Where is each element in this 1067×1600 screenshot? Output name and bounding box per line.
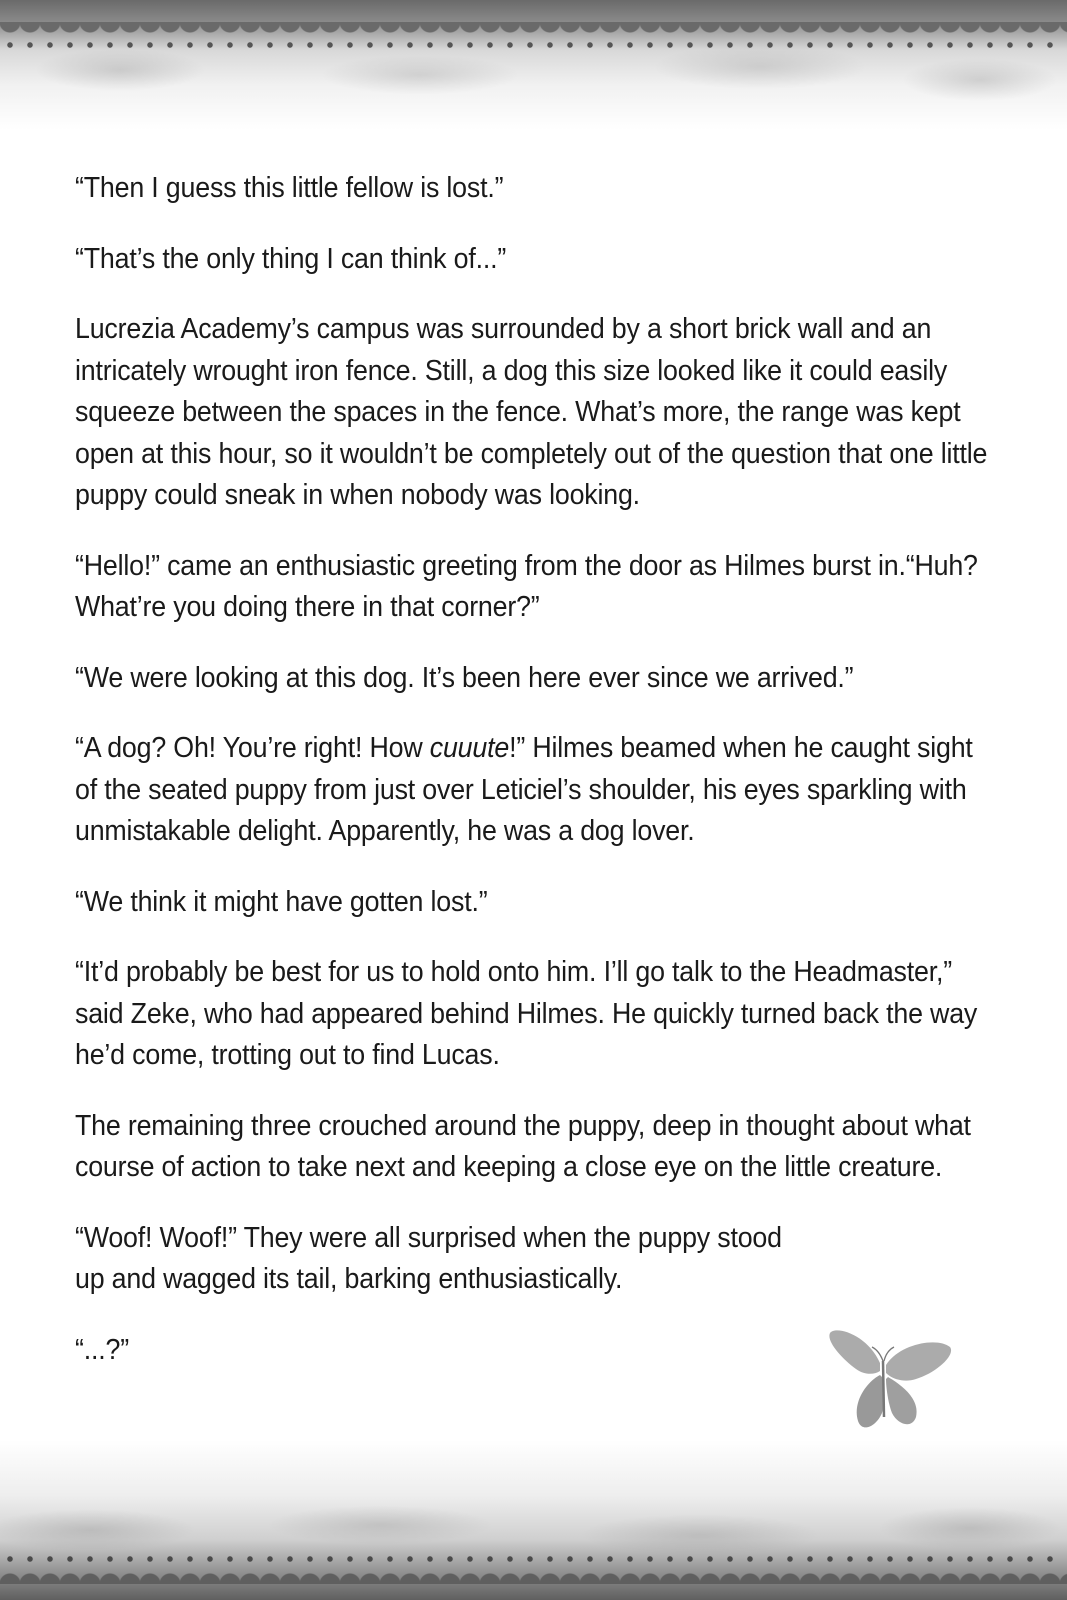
- paragraph: “It’d probably be best for us to hold onto him. I’ll go talk to the Headmaster,” said Zeke, who had appeared behind Hilmes. He quickly turned back the way he’d come, trotting out to find Lucas.: [75, 956, 978, 1071]
- paragraph-part: “A dog? Oh! You’re right! How: [75, 732, 430, 764]
- body-text: [75, 168, 988, 1400]
- paragraph: The remaining three crouched around the puppy, deep in thought about what course of action to take next and keeping a close eye on the little creature.: [75, 1109, 971, 1183]
- paragraph: “We were looking at this dog. It’s been here ever since we arrived.”: [75, 661, 854, 694]
- bottom-scallop-trim: [0, 1558, 1067, 1584]
- top-decorative-border: [0, 0, 1067, 130]
- paragraph: “Woof! Woof!” They were all surprised when the puppy stood up and wagged its tail, barking enthusiastically.: [75, 1221, 782, 1295]
- emphasis-text: cuuute: [429, 732, 510, 764]
- paragraph: “We think it might have gotten lost.”: [75, 885, 488, 918]
- bottom-decorative-border: [0, 1440, 1067, 1600]
- paragraph: “...?”: [75, 1333, 129, 1366]
- butterfly-icon: [828, 1325, 953, 1435]
- paragraph-part: !” Hilmes beamed when he caught sight of the seated puppy from just over Leticiel’s shoulder, his eyes sparkling with unmistakable delight. Apparently, he was a dog lover.: [75, 732, 973, 847]
- paragraph: Lucrezia Academy’s campus was surrounded by a short brick wall and an intricately wrought iron fence. Still, a dog this size looked like it could easily squeeze between the spaces in the fence. What’s more, the range was kept open at this hour, so it wouldn’t be completely out of the question that one little puppy could sneak in when nobody was looking.: [75, 313, 988, 511]
- top-texture: [0, 45, 1067, 120]
- paragraph: “Then I guess this little fellow is lost.”: [75, 172, 504, 204]
- paragraph: [75, 728, 992, 853]
- paragraph: “Hello!” came an enthusiastic greeting from the door as Hilmes burst in.“Huh? What’re you doing there in that corner?”: [75, 549, 978, 623]
- bottom-texture: [0, 1480, 1067, 1560]
- paragraph: “That’s the only thing I can think of...”: [75, 242, 507, 275]
